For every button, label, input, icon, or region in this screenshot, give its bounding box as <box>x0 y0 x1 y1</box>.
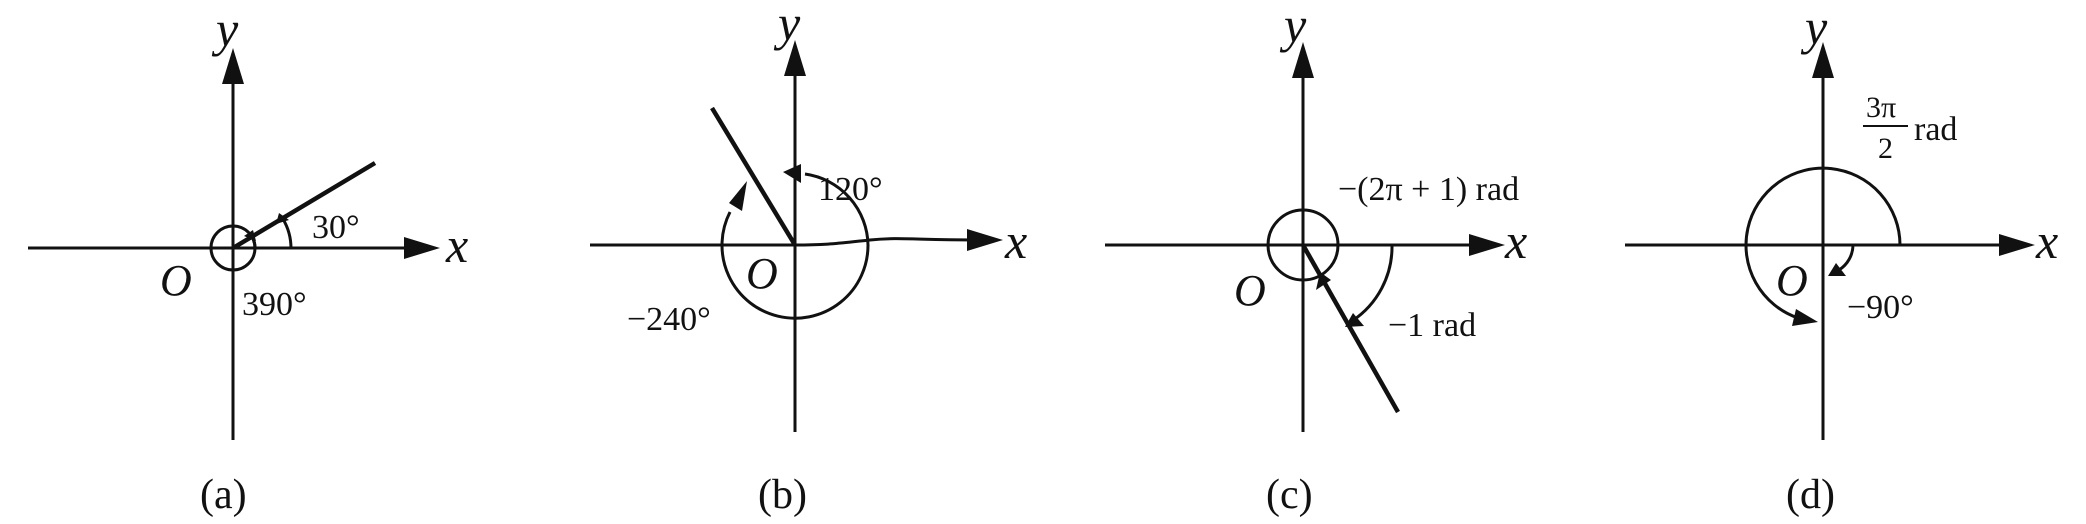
origin-label: O <box>160 256 192 305</box>
angle-arc-minus-1-rad <box>1352 245 1392 321</box>
y-axis-label: y <box>778 0 801 51</box>
panel-c <box>1105 0 1527 518</box>
x-axis-label: x <box>1505 213 1528 269</box>
origin-label: O <box>1776 256 1808 305</box>
angle-label-390: 390° <box>242 286 307 323</box>
angle-arrowhead-minus-240 <box>729 181 747 211</box>
angle-label-30: 30° <box>312 209 360 246</box>
angle-arrowhead-120 <box>783 164 801 183</box>
panel-caption-b: (b) <box>758 472 807 518</box>
origin-label: O <box>1234 266 1266 315</box>
angle-label-minus-90: −90° <box>1847 289 1914 326</box>
origin-label: O <box>746 249 778 298</box>
angle-label-minus-1-rad: −1 rad <box>1388 307 1477 344</box>
y-axis-label: y <box>1805 0 1828 55</box>
y-axis-label: y <box>216 1 239 57</box>
angle-label-minus-2pi-plus-1: −(2π + 1) rad <box>1338 171 1520 208</box>
x-axis-arrowhead <box>1999 234 2035 256</box>
panel-caption-c: (c) <box>1266 472 1313 518</box>
x-axis-arrowhead <box>967 229 1003 251</box>
panel-b <box>590 0 1027 518</box>
panel-a <box>28 1 468 518</box>
x-axis-arrowhead <box>404 237 440 259</box>
angle-label-minus-240: −240° <box>627 301 711 338</box>
angle-arc-30 <box>283 219 291 248</box>
angle-arrowhead-3pi-over-2 <box>1792 309 1818 326</box>
x-axis-arrowhead <box>1469 234 1505 256</box>
y-axis-label: y <box>1284 0 1307 53</box>
panel-caption-a: (a) <box>200 472 247 518</box>
fraction-unit: rad <box>1914 111 1958 148</box>
panel-caption-d: (d) <box>1786 472 1835 518</box>
fraction-numerator: 3π <box>1866 91 1897 124</box>
terminal-side-minus-1-rad <box>1303 245 1398 412</box>
fraction-denominator: 2 <box>1878 132 1893 165</box>
x-axis-label: x <box>446 217 469 273</box>
angle-arc-minus-90 <box>1839 245 1853 270</box>
x-axis-label: x <box>1005 213 1028 269</box>
x-axis <box>590 239 975 245</box>
x-axis-label: x <box>2036 213 2059 269</box>
panel-d <box>1625 0 2058 518</box>
angle-label-120: 120° <box>818 171 883 208</box>
